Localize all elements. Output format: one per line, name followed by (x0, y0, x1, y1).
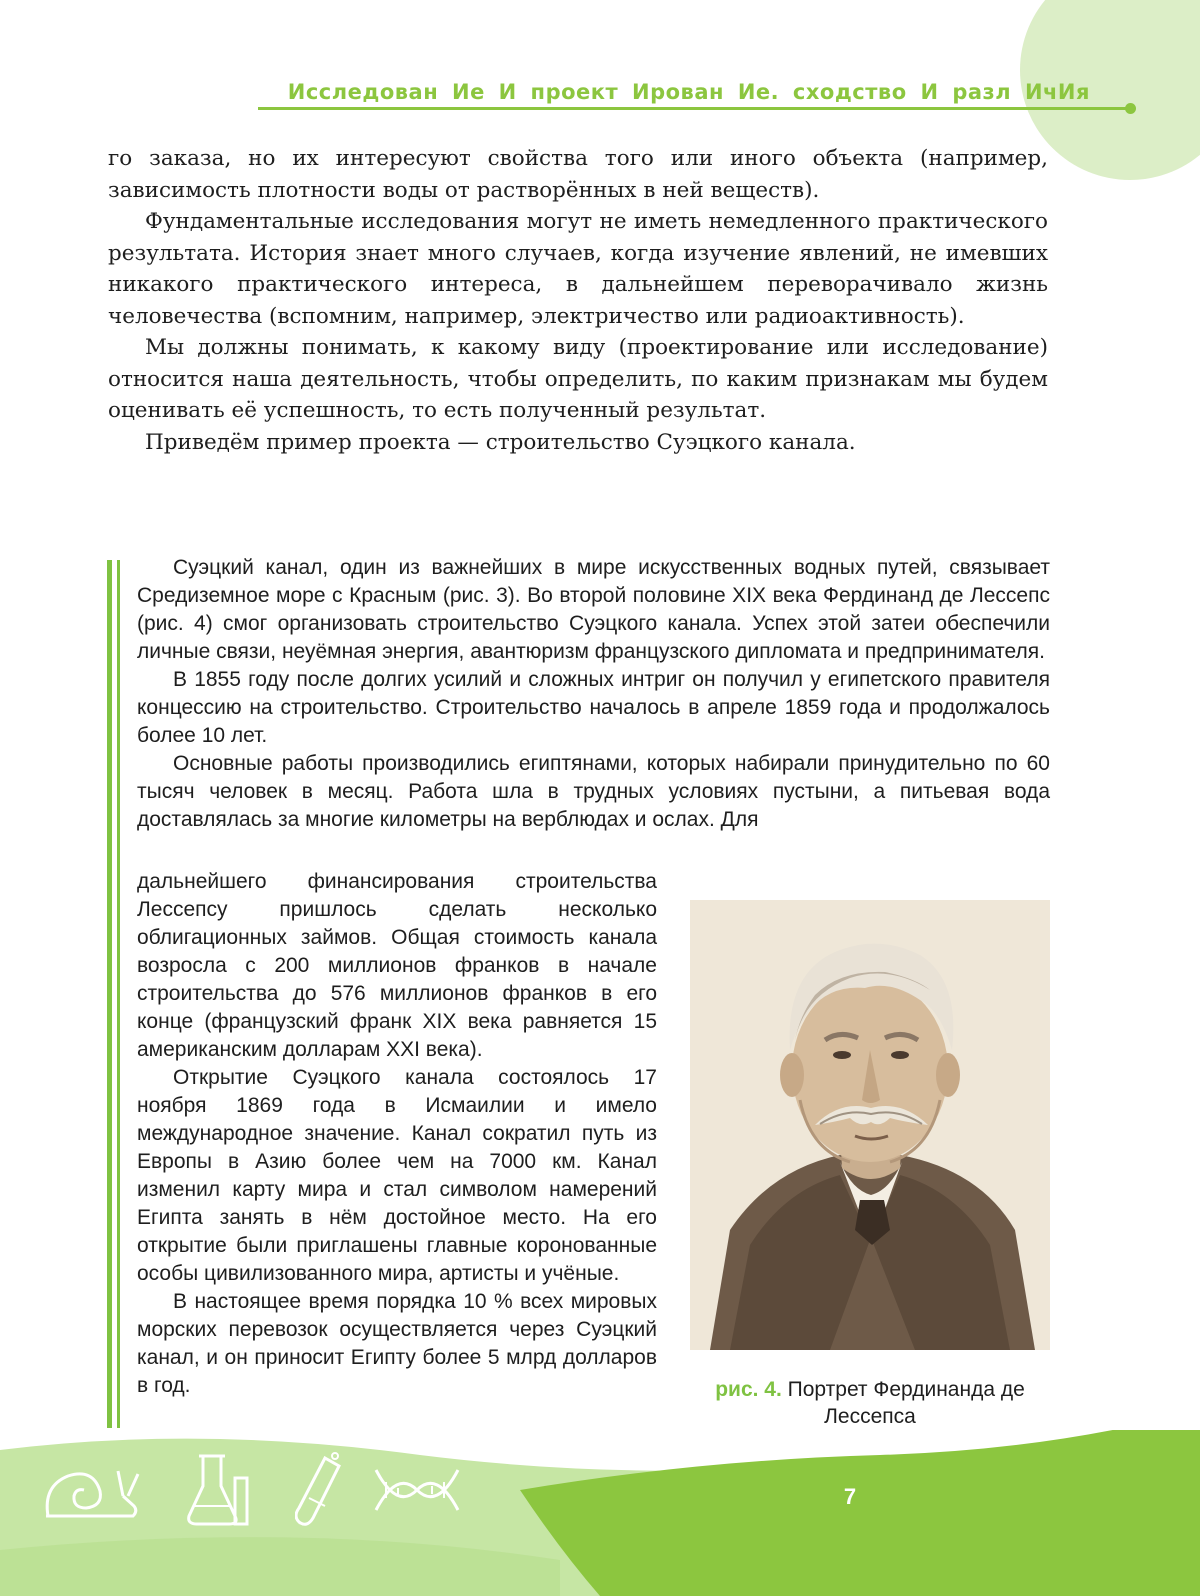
box-paragraph: Открытие Суэцкого канала состоялось 17 ноября 1869 года в Исмаилии и имело международное значение. Канал сократил путь из Европы в Азию более чем на 7000 км. Канал изменил карту мира и стал символом намерений Египта занять в нём достойное место. На его открытие были приглашены главные коронованные особы цивилизованного мира, артисты и учёные. (137, 1066, 657, 1285)
running-title: Исследован Ие И проект Ирован Ие. сходство И разл ИчИя (287, 80, 1090, 104)
main-paragraph: Приведём пример проекта — строительство Суэцкого канала. (145, 429, 856, 455)
portrait-image (690, 900, 1050, 1350)
footer-wave (0, 1430, 1200, 1596)
header-rule (258, 107, 1130, 110)
box-paragraph: Суэцкий канал, один из важнейших в мире искусственных водных путей, связывает Средиземное море с Красным (рис. 3). Во второй половине XIX века Фердинанд де Лессепс (рис. 4) смог организовать строительство Суэцкого канала. Успех этой затеи обеспечили личные связи, неуёмная энергия, авантюризм французского дипломата и предпринимателя. (137, 556, 1050, 663)
box-paragraph: дальнейшего финансирования строительства Лессепсу пришлось сделать несколько облигационных займов. Общая стоимость канала возросла с 200 миллионов франков в начале строительства до 576 миллионов франков в его конце (французский франк XIX века равняется 15 американским долларам XXI века). (137, 870, 657, 1061)
test-tube-icon (295, 1452, 345, 1530)
figure-caption-text: Портрет Фердинанда де Лессепса (787, 1378, 1025, 1428)
case-study-box (137, 554, 1050, 834)
figure-caption (690, 1376, 1050, 1430)
header-rule-dot (1125, 103, 1136, 114)
snail-icon (38, 1456, 148, 1526)
box-paragraph: Основные работы производились египтянами, которых набирали принудительно по 60 тысяч человек в месяц. Работа шла в трудных условиях пустыни, а питьевая вода доставлялась за многие километры на верблюдах и ослах. Для (137, 752, 1050, 831)
figure-label: рис. 4. (715, 1378, 782, 1401)
main-paragraph: го заказа, но их интересуют свойства того или иного объекта (например, зависимость плотности воды от растворённых в ней веществ). (108, 146, 1048, 203)
main-paragraph: Фундаментальные исследования могут не иметь немедленного практического результата. История знает много случаев, когда изучение явлений, не имевших никакого практического интереса, в дальнейшем переворачивало жизнь человечества (вспомним, например, электричество или радиоактивность). (108, 209, 1048, 329)
sidebar-accent-bar (117, 560, 120, 1428)
box-paragraph: В настоящее время порядка 10 % всех мировых морских перевозок осуществляется через Суэцкий канал, и он приносит Египту более 5 млрд долларов в год. (137, 1290, 657, 1397)
main-paragraph: Мы должны понимать, к какому виду (проектирование или исследование) относится наша деятельность, чтобы определить, по каким признакам мы будем оценивать её успешность, то есть полученный результат. (108, 335, 1048, 423)
running-header (0, 76, 1200, 116)
page-number: 7 (843, 1484, 857, 1509)
main-body (108, 143, 1048, 458)
dna-icon (372, 1460, 462, 1520)
page-footer (0, 1430, 1200, 1596)
sidebar-accent-bar (107, 560, 112, 1428)
lab-flask-icon (185, 1448, 255, 1530)
box-paragraph: В 1855 году после долгих усилий и сложных интриг он получил у египетского правителя концессию на строительство. Строительство началось в апреле 1859 года и продолжалось более 10 лет. (137, 668, 1050, 747)
case-study-box-continued (137, 868, 657, 1400)
portrait-illustration (690, 900, 1050, 1350)
